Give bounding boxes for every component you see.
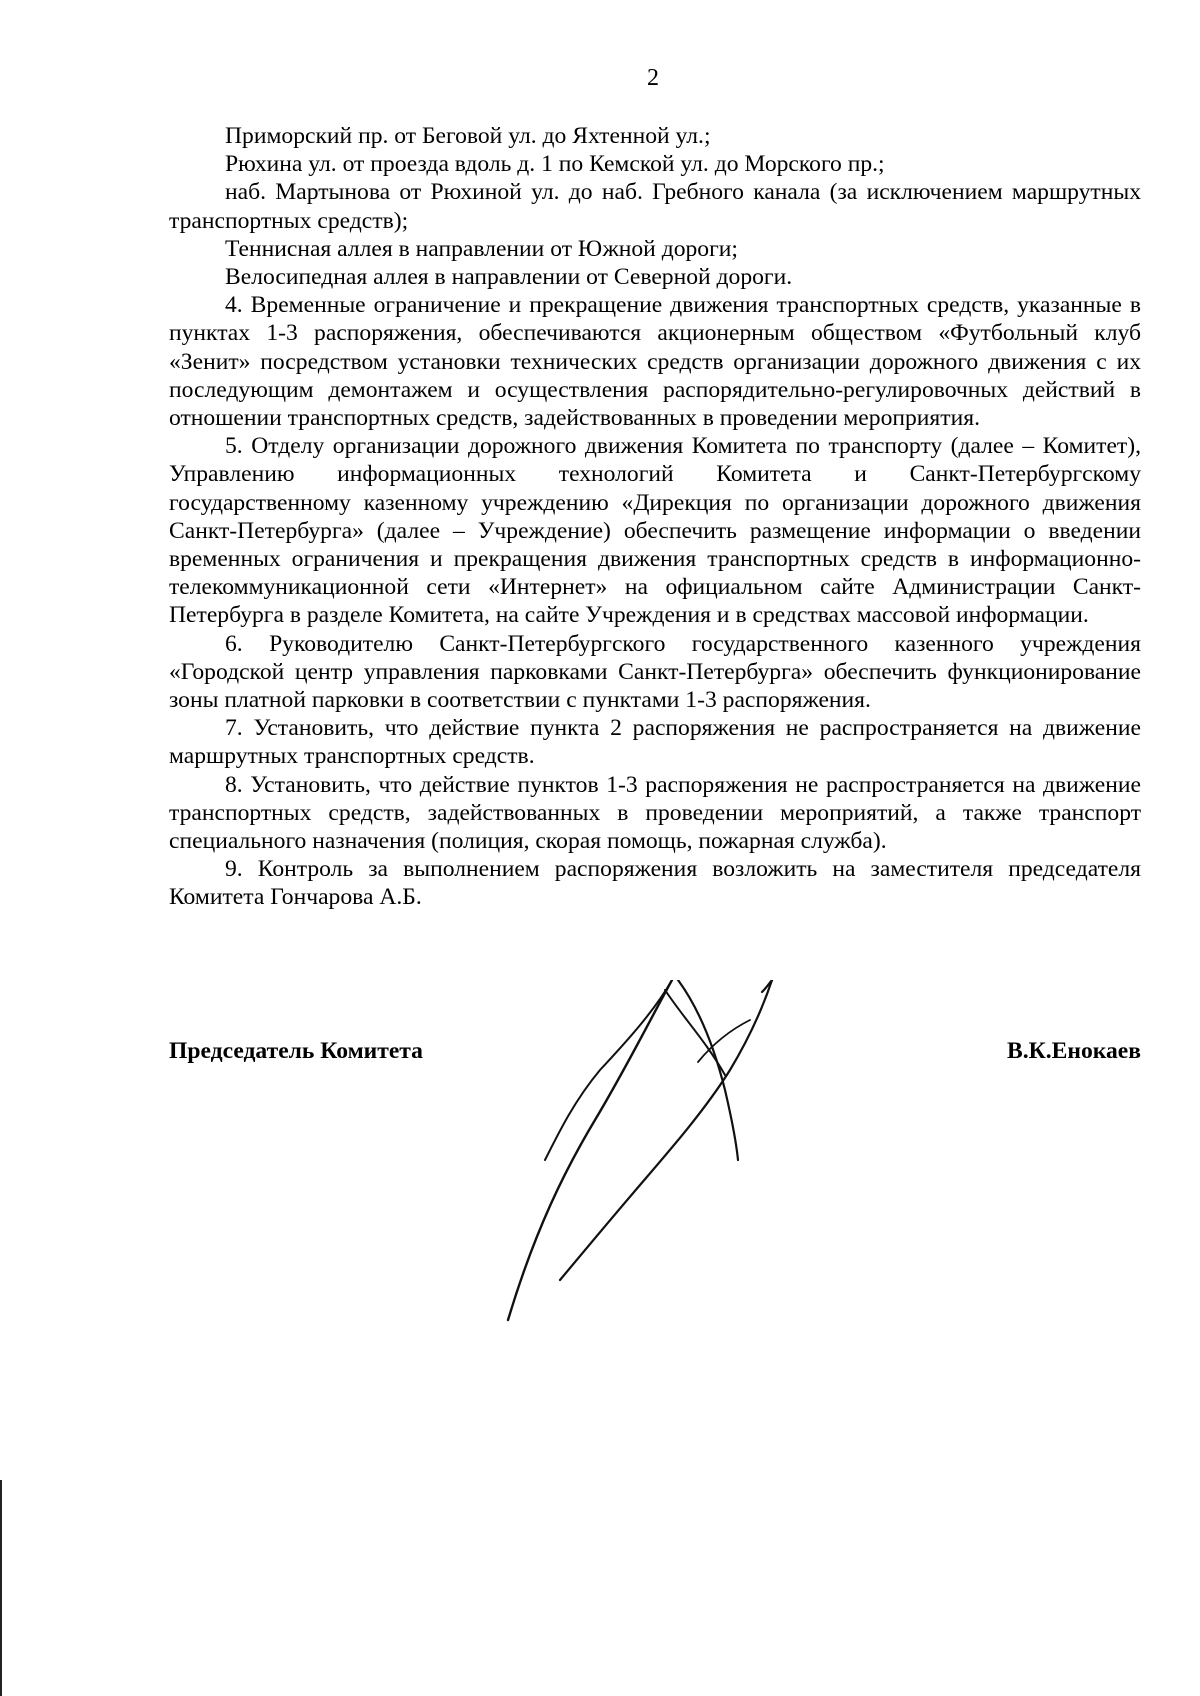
scan-edge-mark	[0, 1480, 2, 1696]
paragraph-street-1: Приморский пр. от Беговой ул. до Яхтенной ул.;	[225, 123, 711, 149]
paragraph-item-7: 7. Установить, что действие пункта 2 распоряжения не распространяется на движение маршрутных транспортных средств.	[169, 715, 1141, 770]
paragraph-street-2: Рюхина ул. от проезда вдоль д. 1 по Кемской ул. до Морского пр.;	[225, 151, 885, 178]
handwritten-signature-icon	[500, 980, 790, 1330]
paragraph-item-9: 9. Контроль за выполнением распоряжения возложить на заместителя председателя Комитета Гончарова А.Б.	[169, 856, 1141, 911]
signatory-name: В.К.Енокаев	[1006, 1038, 1141, 1064]
document-body	[169, 122, 1141, 912]
paragraph-item-6: 6. Руководителю Санкт-Петербургского государственного казенного учреждения «Городской центр управления парковками Санкт-Петербурга» обеспечить функционирование зоны платной парковки в соответствии с пунктами 1-3 распоряжения.	[169, 630, 1141, 714]
paragraph-street-3: наб. Мартынова от Рюхиной ул. до наб. Гребного канала (за исключением маршрутных транспортных средств);	[169, 179, 1141, 234]
paragraph-street-4: Теннисная аллея в направлении от Южной дороги;	[225, 235, 738, 262]
paragraph-item-4: 4. Временные ограничение и прекращение движения транспортных средств, указанные в пунктах 1-3 распоряжения, обеспечиваются акционерным обществом «Футбольный клуб «Зенит» посредством установки технических средств организации дорожного движения с их последующим демонтажем и осуществления распорядительно-регулировочных действий в отношении транспортных средств, задействованных в проведении мероприятия.	[169, 292, 1141, 432]
page-number: 2	[647, 65, 659, 91]
paragraph-street-5: Велосипедная аллея в направлении от Северной дороги.	[225, 264, 793, 291]
paragraph-item-8: 8. Установить, что действие пунктов 1-3 распоряжения не распространяется на движение транспортных средств, задействованных в проведении мероприятий, а также транспорт специального назначения (полиция, скорая помощь, пожарная служба).	[169, 771, 1141, 855]
signatory-position: Председатель Комитета	[169, 1038, 423, 1064]
paragraph-item-5: 5. Отделу организации дорожного движения Комитета по транспорту (далее – Комитет), Управлению информационных технологий Комитета и Санкт-Петербургскому государственному казенному учреждению «Дирекция по организации дорожного движения Санкт-Петербурга» (далее – Учреждение) обеспечить размещение информации о введении временных ограничения и прекращения движения транспортных средств в информационно-телекоммуникационной сети «Интернет» на официальном сайте Администрации Санкт-Петербурга в разделе Комитета, на сайте Учреждения и в средствах массовой информации.	[169, 433, 1141, 629]
